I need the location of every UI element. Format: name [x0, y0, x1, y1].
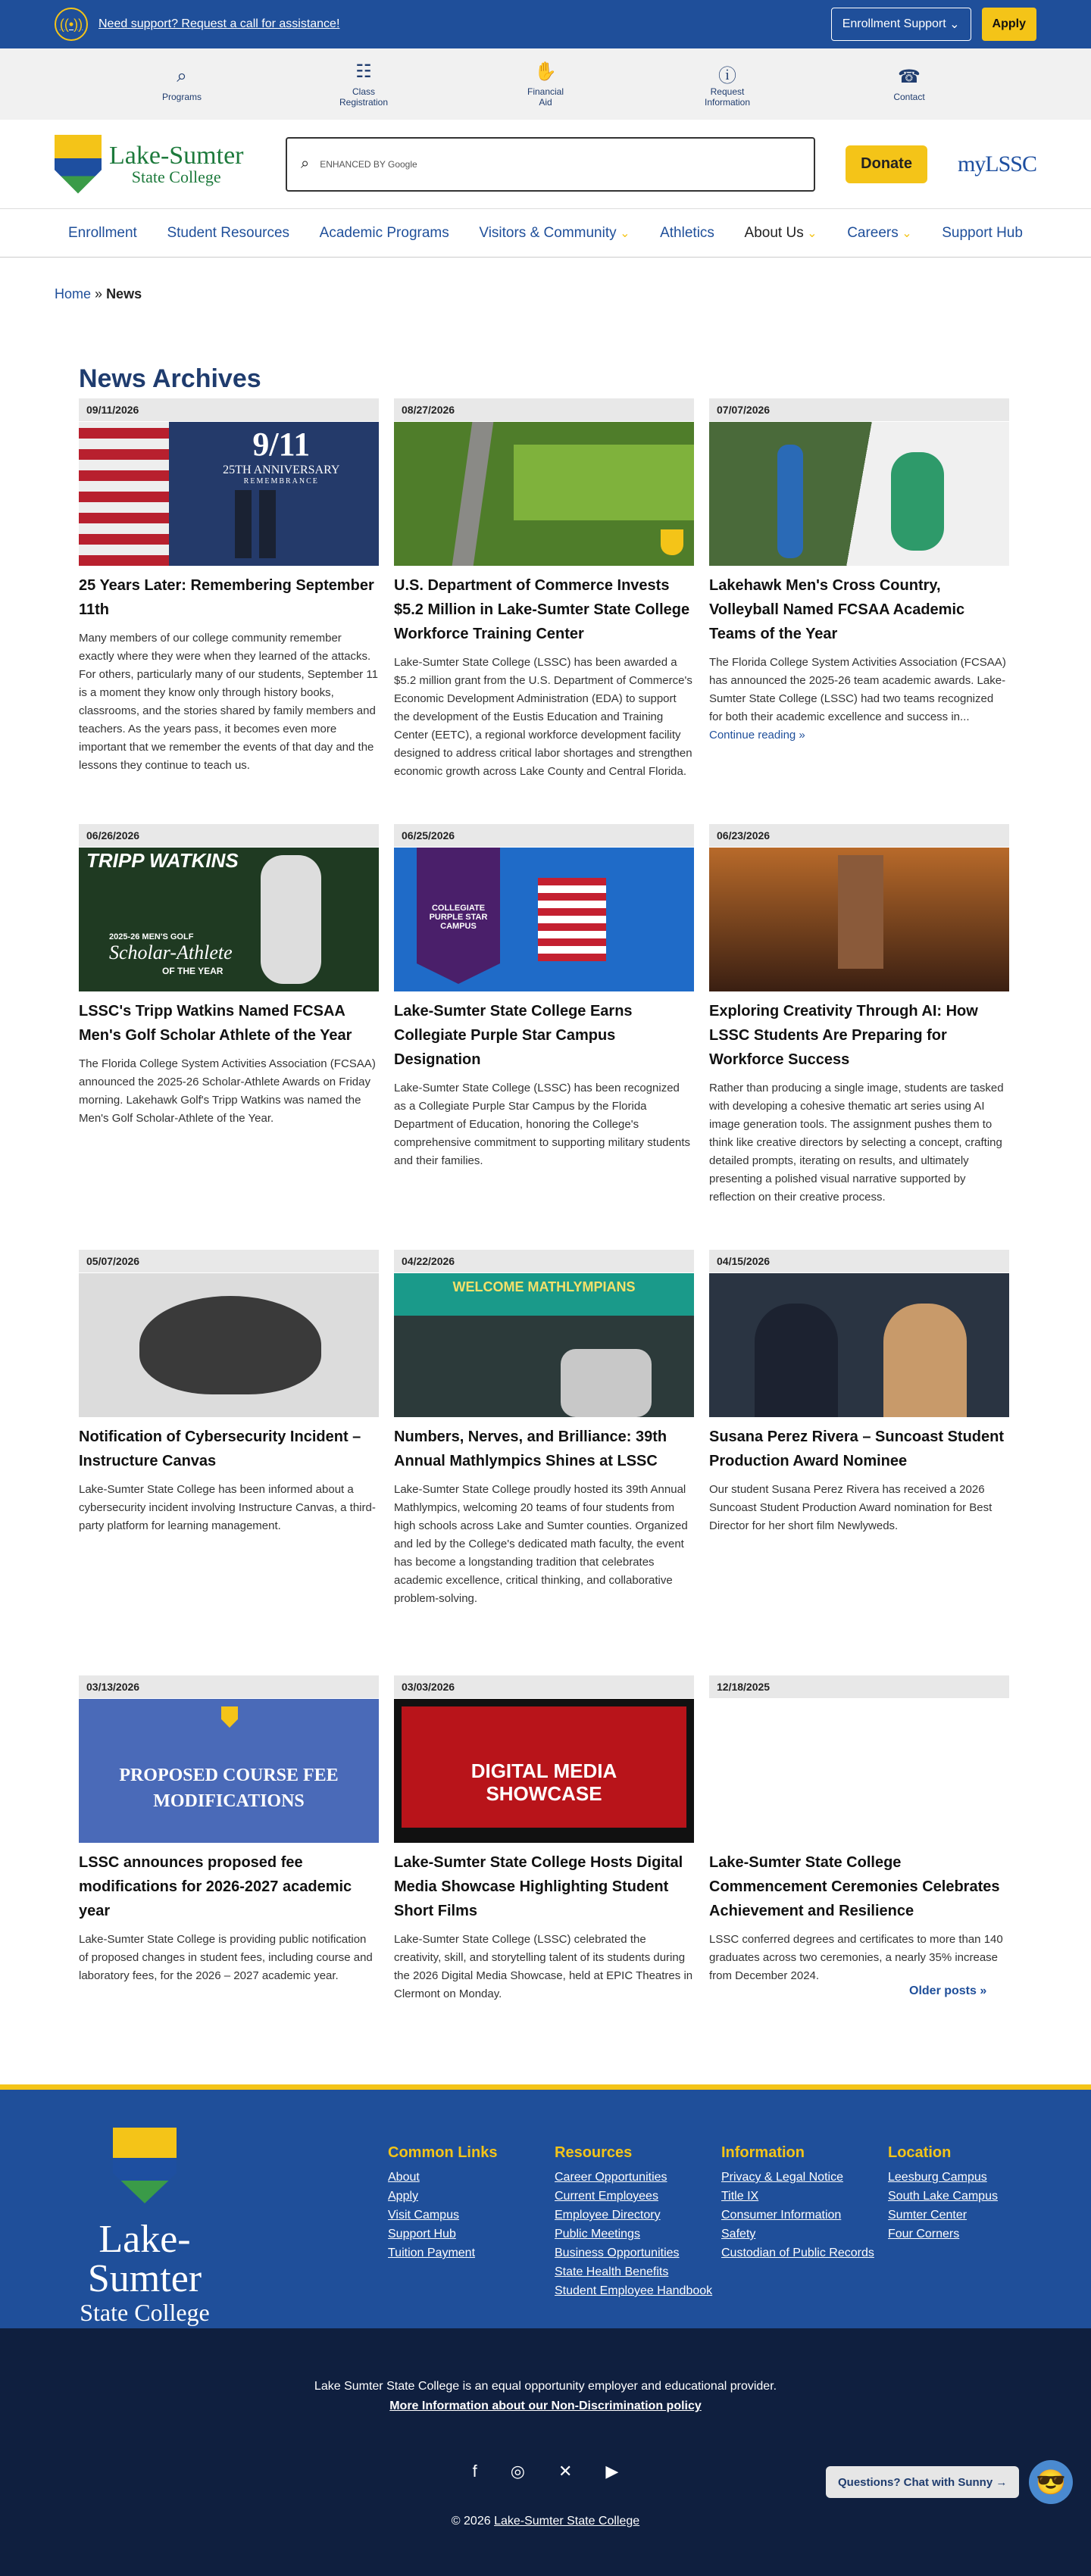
mylssc-link[interactable]: myLSSC: [957, 151, 1036, 176]
quicklink-label: Programs: [161, 92, 202, 102]
quicklink-label: Contact: [893, 92, 925, 102]
footer-link[interactable]: South Lake Campus: [888, 2190, 998, 2203]
main-nav: [0, 209, 1091, 258]
news-thumbnail[interactable]: [394, 1273, 694, 1417]
nav-athletics[interactable]: Athletics: [660, 224, 714, 241]
news-title[interactable]: Lake-Sumter State College Commencement Ceremonies Celebrates Achievement and Resilience: [709, 1854, 1000, 1919]
news-thumbnail[interactable]: [79, 422, 379, 566]
news-thumbnail[interactable]: [709, 848, 1009, 991]
quicklink-class-registration[interactable]: [318, 61, 409, 108]
news-card: [394, 1250, 694, 1675]
news-date: 09/11/2026: [79, 398, 379, 421]
nav-academic-programs[interactable]: Academic Programs: [319, 224, 449, 241]
nav-about-us-wrap[interactable]: [745, 225, 817, 242]
chevron-down-icon: ⌄: [902, 226, 912, 240]
page-title: News Archives: [79, 364, 261, 393]
search-brand: ENHANCED BY Google: [320, 158, 417, 170]
footer-link[interactable]: Custodian of Public Records: [721, 2247, 874, 2259]
nav-careers[interactable]: Careers: [847, 224, 899, 241]
news-excerpt: Our student Susana Perez Rivera has received a 2026 Suncoast Student Production Award nomination for Best Director for her short film Newlyweds.: [709, 1483, 993, 1532]
phone-icon: ☎: [898, 67, 921, 87]
support-link[interactable]: [55, 8, 339, 41]
footer-link[interactable]: Visit Campus: [388, 2209, 459, 2222]
shield-icon: [55, 135, 102, 194]
news-date: 06/23/2026: [709, 824, 1009, 847]
continue-reading-link[interactable]: Continue reading »: [709, 729, 805, 742]
news-excerpt: Lake-Sumter State College proudly hosted its 39th Annual Mathlympics, welcoming 20 teams of four students from high schools across Lake and Sumter counties. Organized and led by the College's dedicated math faculty, the event has become a longstanding tradition that celebrates academic excellence, critical thinking, and collaborative problem-solving.: [394, 1483, 688, 1605]
news-date: 04/22/2026: [394, 1250, 694, 1272]
news-card: [79, 398, 379, 824]
youtube-icon[interactable]: ▶: [605, 2462, 619, 2481]
footer-link[interactable]: Sumter Center: [888, 2209, 968, 2222]
chatbot-avatar-icon[interactable]: 😎: [1029, 2460, 1073, 2504]
news-date: 12/18/2025: [709, 1675, 1009, 1698]
info-icon: ⓘ: [718, 66, 736, 86]
search-icon: ⌕: [301, 155, 310, 172]
footer-link[interactable]: Title IX: [721, 2190, 759, 2203]
news-thumbnail[interactable]: [709, 1699, 1009, 1843]
equal-opportunity-text: Lake Sumter State College is an equal opportunity employer and educational provider.: [314, 2380, 777, 2393]
quicklink-label: Request Information: [704, 86, 751, 108]
quicklink-label: Class Registration: [339, 86, 389, 108]
footer-columns: [388, 2144, 1055, 2300]
support-text: Need support? Request a call for assistance!: [98, 17, 340, 30]
chat-button[interactable]: Questions? Chat with Sunny →: [826, 2466, 1019, 2498]
logo-text: Lake-Sumter State College: [109, 141, 244, 186]
news-date: 05/07/2026: [79, 1250, 379, 1272]
news-card: [709, 824, 1009, 1250]
news-card: [709, 1675, 1009, 2101]
news-date: 06/25/2026: [394, 824, 694, 847]
breadcrumb: [0, 258, 1091, 302]
news-thumbnail[interactable]: [394, 848, 694, 991]
quicklink-programs[interactable]: [136, 66, 227, 102]
footer-column-heading: Information: [721, 2144, 805, 2161]
enrollment-label: Enrollment Support: [842, 17, 946, 30]
nav-careers-wrap[interactable]: [847, 225, 911, 242]
x-icon[interactable]: ✕: [558, 2462, 573, 2481]
footer-link[interactable]: Privacy & Legal Notice: [721, 2171, 843, 2184]
site-footer: [0, 2084, 1091, 2328]
footer-column: [888, 2144, 1055, 2300]
news-title[interactable]: LSSC's Tripp Watkins Named FCSAA Men's Golf Scholar Athlete of the Year: [79, 1003, 352, 1044]
breadcrumb-home[interactable]: Home: [55, 286, 92, 301]
donate-button[interactable]: Donate: [846, 145, 927, 183]
news-title[interactable]: U.S. Department of Commerce Invests $5.2 Million in Lake-Sumter State College Workforce Training Center: [394, 577, 690, 642]
news-title[interactable]: 25 Years Later: Remembering September 11th: [79, 577, 374, 618]
nav-about-us[interactable]: About Us: [744, 224, 804, 241]
thumb-subtext: 25TH ANNIVERSARY: [223, 464, 340, 476]
news-excerpt: Many members of our college community remember exactly where they were when they learned of the attacks. For others, particularly many of our students, September 11 is a moment they know only through history books, classrooms, and the stories shared by family members and teachers. As the years pass, it becomes even more important that we remember the events of that day and the lessons they continue to teach us.: [79, 632, 378, 772]
thumb-subtext: REMEMBRANCE: [243, 477, 319, 486]
news-title[interactable]: Lake-Sumter State College Earns Collegiate Purple Star Campus Designation: [394, 1003, 633, 1068]
news-thumbnail[interactable]: [709, 1273, 1009, 1417]
news-title[interactable]: Susana Perez Rivera – Suncoast Student Production Award Nominee: [709, 1429, 1005, 1469]
thumb-text: PROPOSED COURSE FEE MODIFICATIONS: [119, 1766, 339, 1811]
news-excerpt: Lake-Sumter State College (LSSC) has been awarded a $5.2 million grant from the U.S. Department of Commerce's Economic Development Administration (EDA) to support the development of the Eustis Education and Training Center (EETC), a regional workforce development facility designed to address critical labor shortages and strengthen economic growth across Lake County and Central Florida.: [394, 656, 692, 778]
news-excerpt: Lake-Sumter State College (LSSC) celebrated the creativity, skill, and storytelling talent of its students during the 2026 Digital Media Showcase, held at EPIC Theatres in Clermont on Monday.: [394, 1933, 693, 2000]
quicklink-contact[interactable]: [864, 66, 955, 102]
non-discrimination-link[interactable]: More Information about our Non-Discrimination policy: [389, 2400, 702, 2412]
footer-link[interactable]: State Health Benefits: [555, 2265, 669, 2278]
news-card: [394, 398, 694, 824]
thumb-text: WELCOME MATHLYMPIANS: [452, 1279, 636, 1294]
nav-student-resources[interactable]: Student Resources: [167, 224, 290, 241]
chevron-down-icon: ⌄: [949, 18, 960, 31]
footer-link[interactable]: About: [388, 2171, 420, 2184]
financial-aid-icon: ✋: [534, 61, 557, 82]
quicklink-financial-aid[interactable]: [500, 61, 591, 108]
nav-visitors-community[interactable]: Visitors & Community: [479, 224, 617, 241]
chevron-down-icon: ⌄: [807, 226, 817, 240]
search-icon: ⌕: [177, 66, 187, 86]
footer-link[interactable]: Tuition Payment: [388, 2247, 476, 2259]
news-title[interactable]: Lakehawk Men's Cross Country, Volleyball Named FCSAA Academic Teams of the Year: [709, 577, 965, 642]
news-excerpt: The Florida College System Activities Association (FCSAA) announced the 2025-26 Scholar-Athlete Awards on Friday morning. Lakehawk Golf's Tripp Watkins was named the Men's Golf Scholar-Athlete of the Year.: [79, 1057, 376, 1125]
thumb-subtext: OF THE YEAR: [162, 966, 224, 976]
news-excerpt: Lake-Sumter State College has been informed about a cybersecurity incident involving Instructure Canvas, a third-party platform for learning management.: [79, 1483, 376, 1532]
thumb-subtext: Scholar-Athlete: [109, 941, 233, 963]
news-card: [709, 398, 1009, 824]
thumb-text: 9/11: [252, 426, 311, 463]
footer-link[interactable]: Public Meetings: [555, 2228, 640, 2240]
nav-enrollment[interactable]: Enrollment: [68, 224, 137, 241]
breadcrumb-separator: »: [95, 286, 103, 301]
news-grid: [79, 398, 1012, 2101]
news-title[interactable]: Notification of Cybersecurity Incident – Instructure Canvas: [79, 1429, 361, 1469]
facebook-icon[interactable]: f: [472, 2462, 477, 2481]
news-date: 07/07/2026: [709, 398, 1009, 421]
search-input[interactable]: [286, 137, 815, 192]
news-thumbnail[interactable]: [394, 422, 694, 566]
footer-column: [555, 2144, 721, 2300]
news-card: [709, 1250, 1009, 1675]
news-thumbnail[interactable]: [79, 1273, 379, 1417]
news-date: 03/13/2026: [79, 1675, 379, 1698]
footer-link[interactable]: Employee Directory: [555, 2209, 661, 2222]
older-posts-link[interactable]: Older posts »: [909, 1984, 987, 1997]
footer-link[interactable]: Support Hub: [388, 2228, 456, 2240]
footer-link[interactable]: Apply: [388, 2190, 419, 2203]
footer-link[interactable]: Student Employee Handbook: [555, 2284, 713, 2297]
news-title[interactable]: Exploring Creativity Through AI: How LSSC Students Are Preparing for Workforce Success: [709, 1003, 978, 1068]
news-thumbnail[interactable]: [709, 422, 1009, 566]
news-title[interactable]: Numbers, Nerves, and Brilliance: 39th Annual Mathlympics Shines at LSSC: [394, 1429, 667, 1469]
news-title[interactable]: LSSC announces proposed fee modifications for 2026-2027 academic year: [79, 1854, 352, 1919]
shield-icon: [113, 2128, 177, 2203]
quicklink-label: Financial Aid: [527, 86, 564, 108]
footer-link[interactable]: Safety: [721, 2228, 756, 2240]
quick-links: [0, 48, 1091, 120]
news-date: 03/03/2026: [394, 1675, 694, 1698]
thumb-text: COLLEGIATE PURPLE STAR CAMPUS: [429, 904, 488, 931]
quicklink-request-information[interactable]: [682, 61, 773, 108]
news-excerpt: Lake-Sumter State College (LSSC) has been recognized as a Collegiate Purple Star Campus by the Florida Department of Education, honoring the College's comprehensive commitment to supporting military students and their families.: [394, 1082, 690, 1167]
chevron-down-icon: ⌄: [620, 226, 630, 240]
nav-support-hub[interactable]: Support Hub: [942, 224, 1023, 241]
enrollment-support-dropdown[interactable]: [831, 8, 971, 41]
footer-column-heading: Location: [888, 2144, 952, 2161]
footer-bottom: [0, 2328, 1091, 2576]
footer-link[interactable]: Consumer Information: [721, 2209, 842, 2222]
footer-link[interactable]: Business Opportunities: [555, 2247, 680, 2259]
thumb-text: TRIPP WATKINS: [86, 849, 239, 872]
news-excerpt: Lake-Sumter State College is providing public notification of proposed changes in student fees, including course and laboratory fees, for the 2026 – 2027 academic year.: [79, 1933, 373, 1982]
footer-column: [388, 2144, 555, 2300]
nav-visitors-community-wrap[interactable]: [479, 225, 630, 242]
news-card: [79, 1250, 379, 1675]
news-card: [394, 824, 694, 1250]
news-excerpt: Rather than producing a single image, students are tasked with developing a cohesive thematic art series using AI image generation tools. The assignment pushes them to think like creative directors by selecting a concept, crafting detailed prompts, iterating on results, and ultimately presenting a polished visual narrative supported by reflection on their creative process.: [709, 1082, 1004, 1204]
news-title[interactable]: Lake-Sumter State College Hosts Digital Media Showcase Highlighting Student Short Films: [394, 1854, 683, 1919]
site-header: [0, 120, 1091, 209]
breadcrumb-current: News: [106, 286, 142, 301]
footer-column-heading: Common Links: [388, 2144, 498, 2161]
news-card: [394, 1675, 694, 2101]
news-excerpt: LSSC conferred degrees and certificates to more than 140 graduates across two ceremonies, a nearly 35% increase from December 2024.: [709, 1933, 1003, 1982]
footer-column: [721, 2144, 888, 2300]
footer-link[interactable]: Four Corners: [888, 2228, 960, 2240]
footer-logo-line1: Lake-Sumter: [87, 2218, 202, 2300]
top-bar: [0, 0, 1091, 48]
broadcast-icon: ((•)): [55, 8, 88, 41]
instagram-icon[interactable]: ◎: [510, 2462, 525, 2481]
copyright-link[interactable]: Lake-Sumter State College: [494, 2515, 640, 2528]
footer-logo[interactable]: [55, 2128, 235, 2327]
news-card: [79, 824, 379, 1250]
news-excerpt: The Florida College System Activities Association (FCSAA) has announced the 2025-26 team academic awards. Lake-Sumter State College (LSSC) had two teams recognized for both their academic excellence and success in... Continue reading »: [709, 656, 1006, 742]
footer-column-heading: Resources: [555, 2144, 633, 2161]
news-thumbnail[interactable]: [394, 1699, 694, 1843]
thumb-subtext: 2025-26 MEN'S GOLF: [109, 932, 194, 941]
news-card: [79, 1675, 379, 2101]
registration-icon: ☷: [355, 61, 372, 82]
news-date: 04/15/2026: [709, 1250, 1009, 1272]
apply-button[interactable]: Apply: [982, 8, 1036, 41]
news-thumbnail[interactable]: [79, 1699, 379, 1843]
news-date: 08/27/2026: [394, 398, 694, 421]
college-logo[interactable]: [55, 135, 255, 194]
footer-logo-line2: State College: [80, 2299, 210, 2326]
news-thumbnail[interactable]: [79, 848, 379, 991]
footer-link[interactable]: Career Opportunities: [555, 2171, 667, 2184]
footer-link[interactable]: Current Employees: [555, 2190, 658, 2203]
copyright: © 2026 Lake-Sumter State College: [451, 2515, 640, 2528]
thumb-text: DIGITAL MEDIA SHOWCASE: [470, 1759, 617, 1805]
footer-link[interactable]: Leesburg Campus: [888, 2171, 987, 2184]
news-date: 06/26/2026: [79, 824, 379, 847]
